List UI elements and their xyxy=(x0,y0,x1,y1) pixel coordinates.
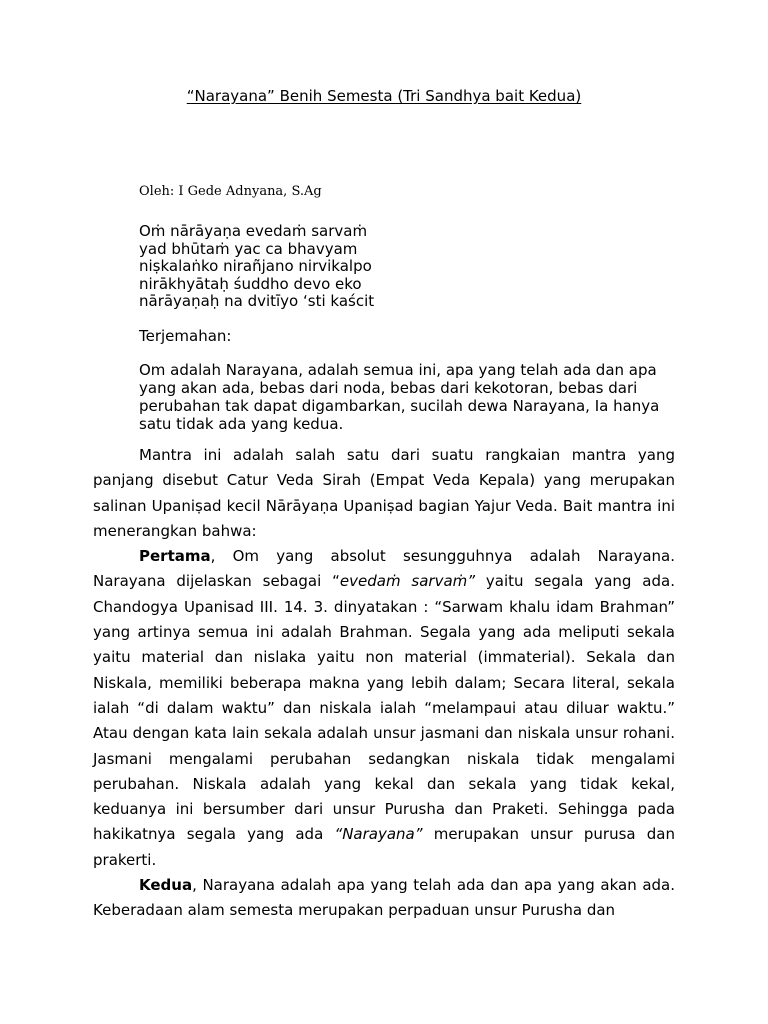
paragraph-text: , Om yang absolut sesungguhnya adalah Narayana. Narayana dijelaskan sebagai “ xyxy=(93,547,675,591)
translation-text: Om adalah Narayana, adalah semua ini, apa yang telah ada dan apa yang akan ada, bebas dari noda, bebas dari kekotoran, bebas dari perubahan tak dapat digambarkan, sucilah dewa Narayana, Ia hanya satu tidak ada yang kedua. xyxy=(139,361,660,433)
mantra-verse xyxy=(139,223,659,311)
paragraph-intro: Mantra ini adalah salah satu dari suatu rangkaian mantra yang panjang disebut Catur Veda Sirah (Empat Veda Kepala) yang merupakan salinan Upaniṣad kecil Nārāyaṇa Upaniṣad bagian Yajur Veda. Bait mantra ini menerangkan bahwa: xyxy=(93,446,675,540)
mantra-line: niṣkalaṅko nirañjano nirvikalpo xyxy=(139,257,372,275)
italic-phrase: evedaṁ sarvaṁ” xyxy=(339,572,476,591)
mantra-line: nirākhyātaḥ śuddho devo eko xyxy=(139,274,362,293)
paragraph-text: , Narayana adalah apa yang telah ada dan apa yang akan ada. Keberadaan alam semesta merupakan perpaduan unsur Purusha dan xyxy=(93,876,675,920)
translation-label: Terjemahan: xyxy=(139,327,232,345)
paragraph-text: merupakan unsur purusa dan prakerti. xyxy=(93,825,675,869)
paragraph-kedua xyxy=(93,873,675,924)
mantra-line: Oṁ nārāyaṇa evedaṁ sarvaṁ xyxy=(139,222,368,240)
lead-word: Pertama xyxy=(139,547,211,566)
mantra-line: nārāyaṇaḥ na dvitīyo ‘sti kaścit xyxy=(139,292,375,310)
author-line: Oleh: I Gede Adnyana, S.Ag xyxy=(139,184,322,199)
paragraph-text: yaitu segala yang ada. Chandogya Upanisad III. 14. 3. dinyatakan : “Sarwam khalu idam Brahman” yang artinya semua ini adalah Brahman. Segala yang ada meliputi sekala yaitu material dan nislaka yaitu non material (immaterial). Sekala dan Niskala, memiliki beberapa makna yang lebih dalam; Secara literal, sekala ialah “di dalam waktu” dan niskala ialah “melampaui atau diluar waktu.” Atau dengan kata lain sekala adalah unsur jasmani dan niskala unsur rohani. Jasmani mengalami perubahan sedangkan niskala tidak mengalami perubahan. Niskala adalah yang kekal dan sekala yang tidak kekal, keduanya ini bersumber dari unsur Purusha dan Praketi. Sehingga pada hakikatnya segala yang ada xyxy=(93,572,675,844)
italic-phrase: “Narayana” xyxy=(334,825,423,844)
body-text xyxy=(93,443,675,924)
paragraph-pertama xyxy=(93,544,675,873)
document-title: “Narayana” Benih Semesta (Tri Sandhya bait Kedua) xyxy=(186,87,582,105)
lead-word: Kedua xyxy=(139,876,193,895)
mantra-line: yad bhūtaṁ yac ca bhavyam xyxy=(139,239,358,258)
